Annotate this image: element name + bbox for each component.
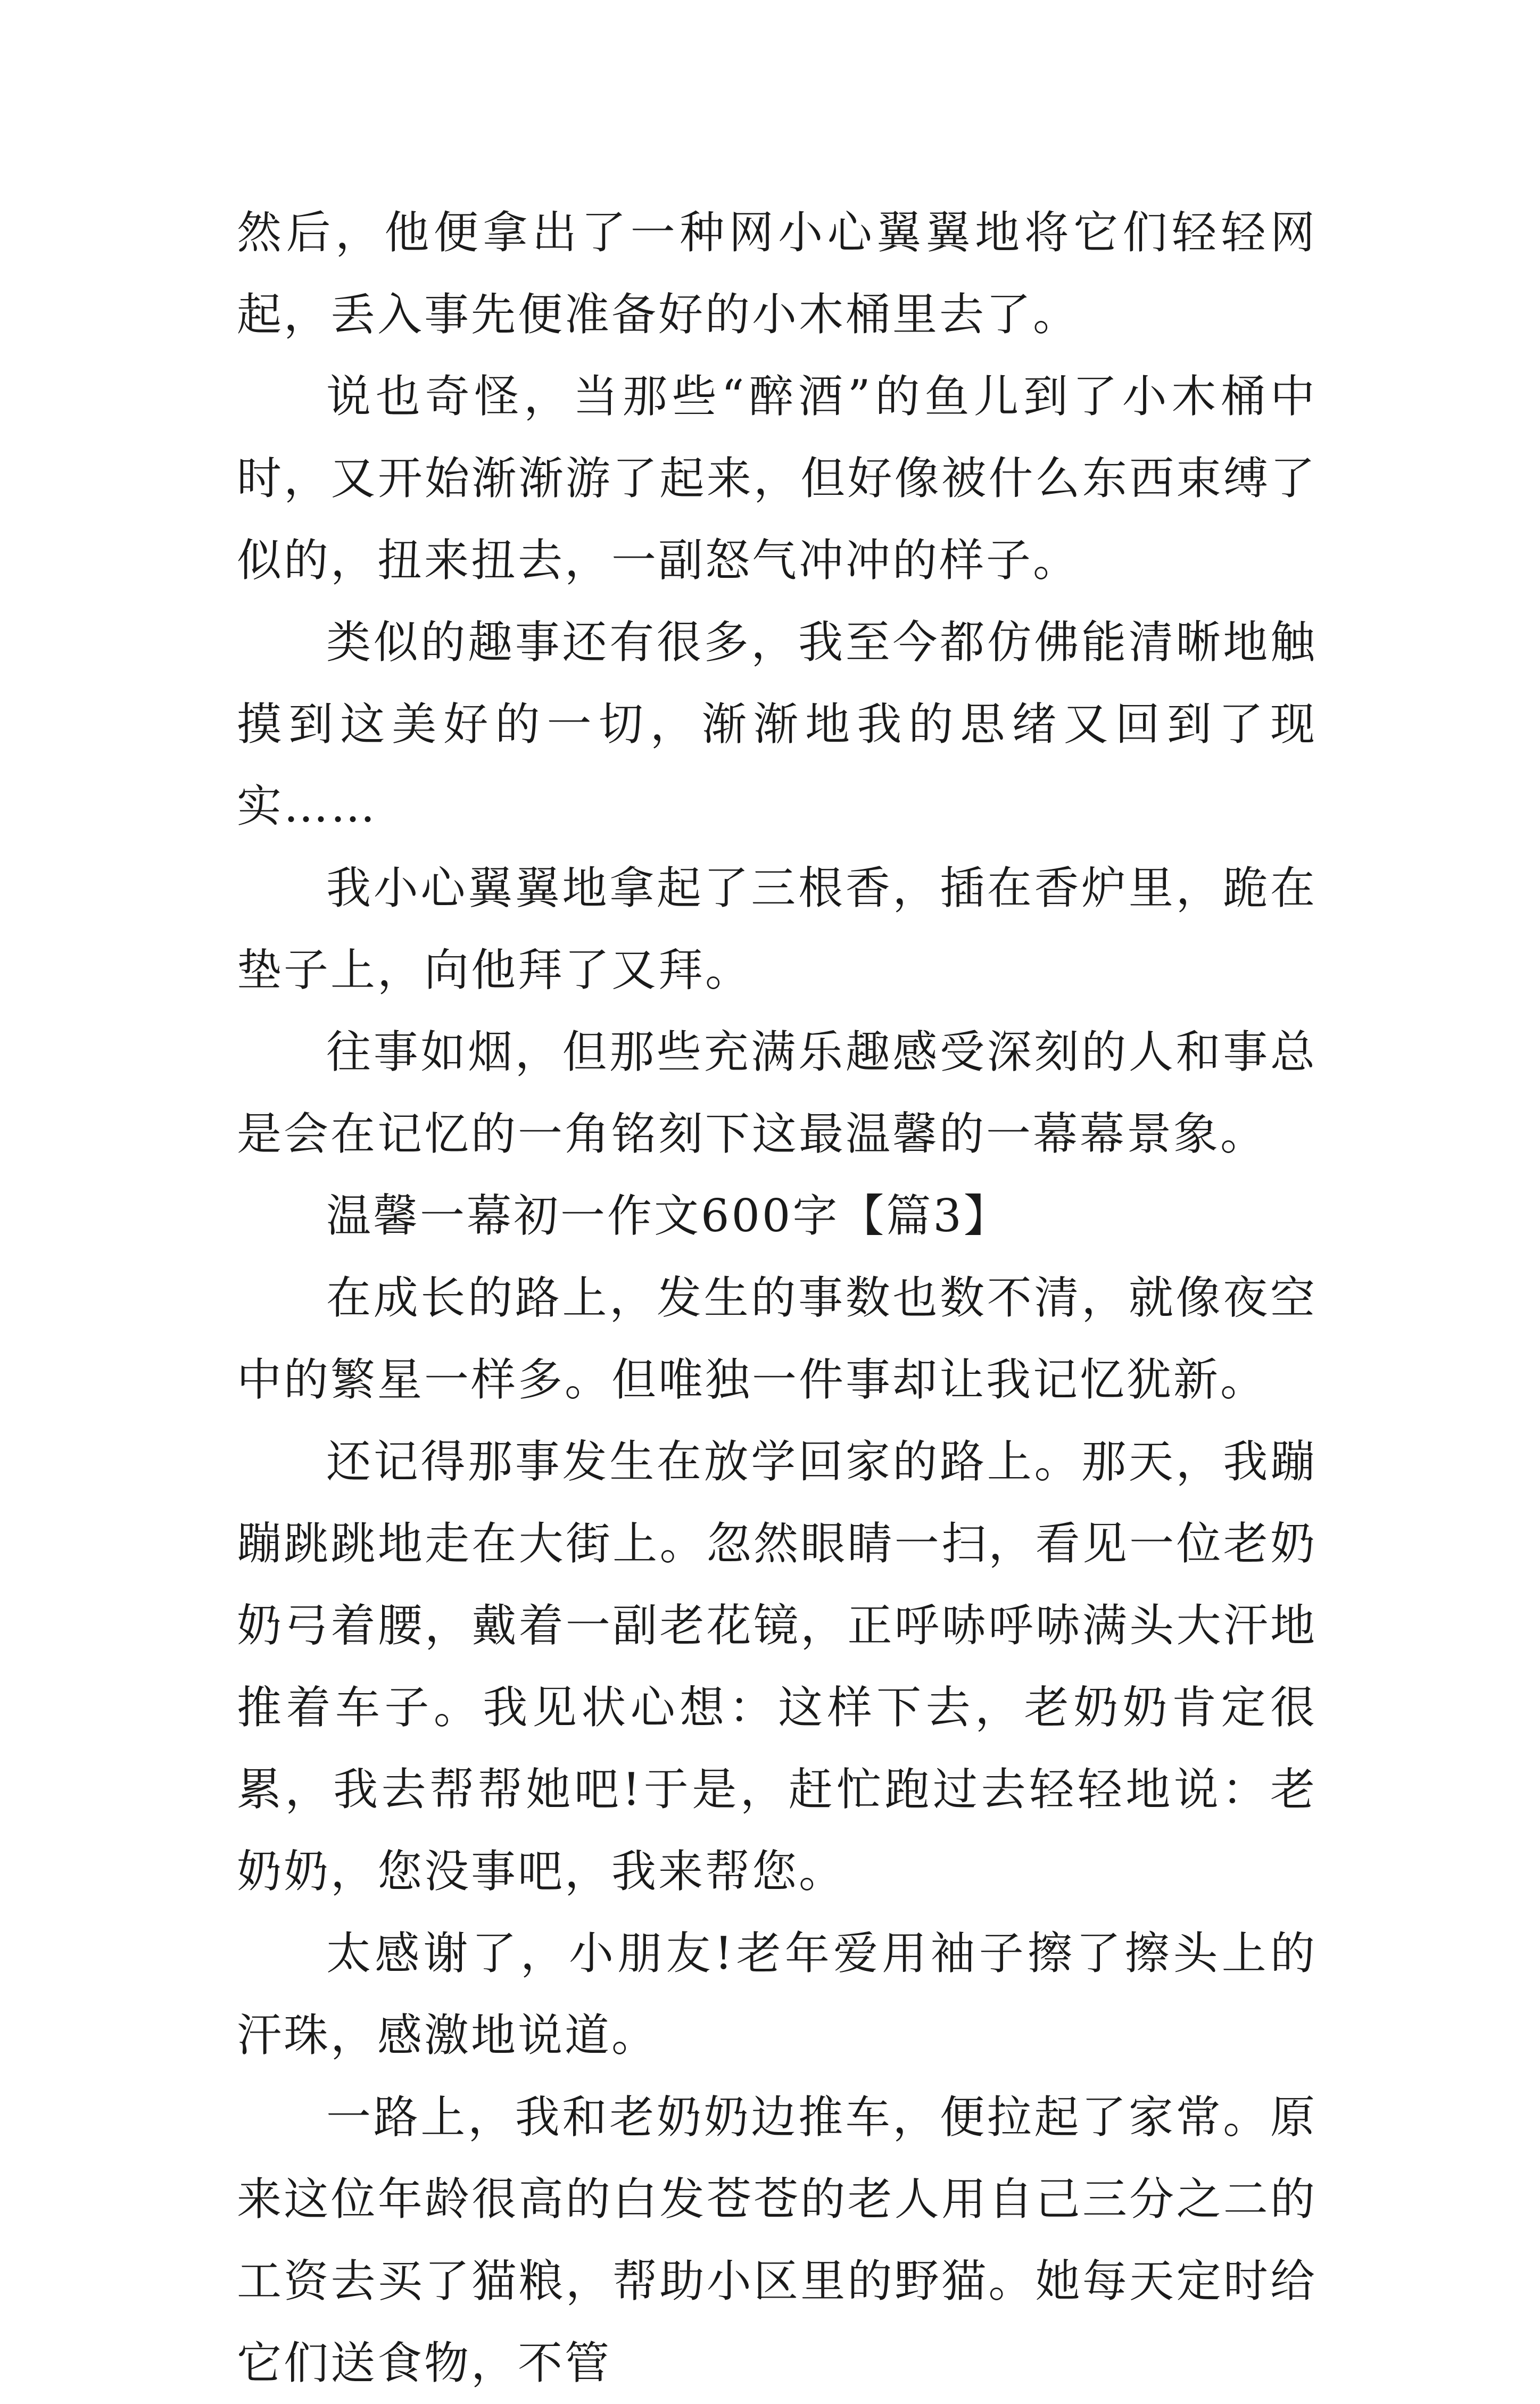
document-body xyxy=(237,192,1317,2404)
paragraph-3: 类似的趣事还有很多，我至今都仿佛能清晰地触摸到这美好的一切，渐渐地我的思绪又回到了现实…… xyxy=(237,616,1317,832)
paragraph-1: 然后，他便拿出了一种网小心翼翼地将它们轻轻网起，丢入事先便准备好的小木桶里去了。 xyxy=(237,206,1317,341)
paragraph-8: 太感谢了，小朋友!老年爱用袖子擦了擦头上的汗珠，感激地说道。 xyxy=(237,1927,1317,2061)
paragraph-5: 往事如烟，但那些充满乐趣感受深刻的人和事总是会在记忆的一角铭刻下这最温馨的一幕幕景象。 xyxy=(237,1026,1317,1160)
paragraph-2: 说也奇怪，当那些“醉酒”的鱼儿到了小木桶中时，又开始渐渐游了起来，但好像被什么东西束缚了似的，扭来扭去，一副怒气冲冲的样子。 xyxy=(237,370,1317,586)
paragraph-9: 一路上，我和老奶奶边推车，便拉起了家常。原来这位年龄很高的白发苍苍的老人用自己三分之二的工资去买了猫粮，帮助小区里的野猫。她每天定时给它们送食物，不管 xyxy=(237,2091,1317,2389)
paragraph-7: 还记得那事发生在放学回家的路上。那天，我蹦蹦跳跳地走在大街上。忽然眼睛一扫，看见一位老奶奶弓着腰，戴着一副老花镜，正呼哧呼哧满头大汗地推着车子。我见状心想：这样下去，老奶奶肯定很累，我去帮帮她吧!于是，赶忙跑过去轻轻地说：老奶奶，您没事吧，我来帮您。 xyxy=(237,1436,1317,1897)
paragraph-4: 我小心翼翼地拿起了三根香，插在香炉里，跪在垫子上，向他拜了又拜。 xyxy=(237,862,1317,996)
paragraph-6: 在成长的路上，发生的事数也数不清，就像夜空中的繁星一样多。但唯独一件事却让我记忆犹新。 xyxy=(237,1272,1317,1406)
section-heading: 温馨一幕初一作文600字【篇3】 xyxy=(326,1190,1011,1242)
